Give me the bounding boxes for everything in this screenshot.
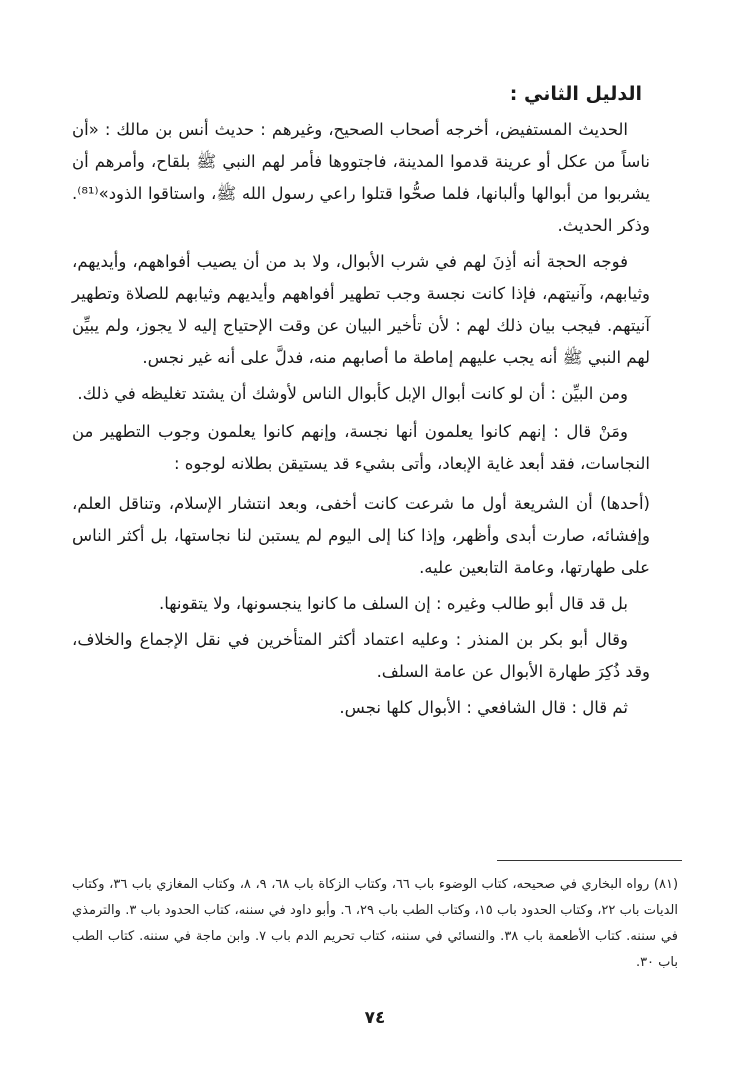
paragraph-shafii: ثم قال : قال الشافعي : الأبوال كلها نجس. (339, 698, 628, 717)
paragraph-hadith: الحديث المستفيض، أخرجه أصحاب الصحيح، وغيرهم : حديث أنس بن مالك : «أن ناساً من عكل أو عرينة قدموا المدينة، فاجتووها فأمر لهم النبي ﷺ بلقاح، وأمرهم أن يشربوا من أبوالها وألبانها، فلما صحُّوا قتلوا راعي رسول الله ﷺ، واستاقوا الذود»⁽⁸¹⁾. وذكر الحديث. (72, 120, 650, 235)
paragraph-abu-talib: بل قد قال أبو طالب وغيره : إن السلف ما كانوا ينجسونها، ولا يتقونها. (158, 594, 628, 613)
section-heading: الدليل الثاني : (509, 83, 642, 105)
paragraph-objection: ومَنْ قال : إنهم كانوا يعلمون أنها نجسة، وإنهم كانوا يعلمون وجوب التطهير من النجاسات، فقد أبعد غاية الإبعاد، وأتى بشيء قد يستيقن بطلانه لوجوه : (72, 422, 650, 473)
paragraph-clear-point: ومن البيِّن : أن لو كانت أبوال الإبل كأبوال الناس لأوشك أن يشتد تغليظه في ذلك. (77, 384, 628, 403)
page-number: ٧٤ (364, 1008, 386, 1028)
paragraph-ibn-al-mundhir: وقال أبو بكر بن المنذر : وعليه اعتماد أكثر المتأخرين في نقل الإجماع والخلاف، وقد ذُكِرَ طهارة الأبوال عن عامة السلف. (72, 630, 650, 681)
main-text-body (72, 114, 650, 724)
paragraph-first-reason: (أحدها) أن الشريعة أول ما شرعت كانت أخفى، وبعد انتشار الإسلام، وتناقل العلم، وإفشائه، صارت أبدى وأظهر، وإذا كنا إلى اليوم لم يستبن لنا نجاستها، بل أكثر الناس على طهارتها، وعامة التابعين عليه. (72, 494, 650, 577)
footnote-divider (497, 860, 682, 861)
paragraph-argument: فوجه الحجة أنه أذِنَ لهم في شرب الأبوال، ولا بد من أن يصيب أفواههم، وأيديهم، وثيابهم، وآنيتهم، فإذا كانت نجسة وجب تطهير أفواههم وأيديهم وثيابهم للصلاة وتطهير آنيتهم. فيجب بيان ذلك لهم : لأن تأخير البيان عن وقت الإحتياج إليه لا يجوز، ولم يبيِّن لهم النبي ﷺ أنه يجب عليهم إماطة ما أصابهم منه، فدلَّ على أنه غير نجس. (72, 252, 650, 367)
footnote-81: (٨١) رواه البخاري في صحيحه، كتاب الوضوء باب ٦٦، وكتاب الزكاة باب ٦٨، ٩، ٨، وكتاب المغازي باب ٣٦، وكتاب الديات باب ٢٢، وكتاب الحدود باب ١٥، وكتاب الطب باب ٢٩، ٦. وأبو داود في سننه، كتاب الحدود باب ٣. والترمذي في سننه. كتاب الأطعمة باب ٣٨. والنسائي في سننه، كتاب تحريم الدم باب ٧. وابن ماجة في سننه. كتاب الطب باب ٣٠. (72, 877, 679, 970)
